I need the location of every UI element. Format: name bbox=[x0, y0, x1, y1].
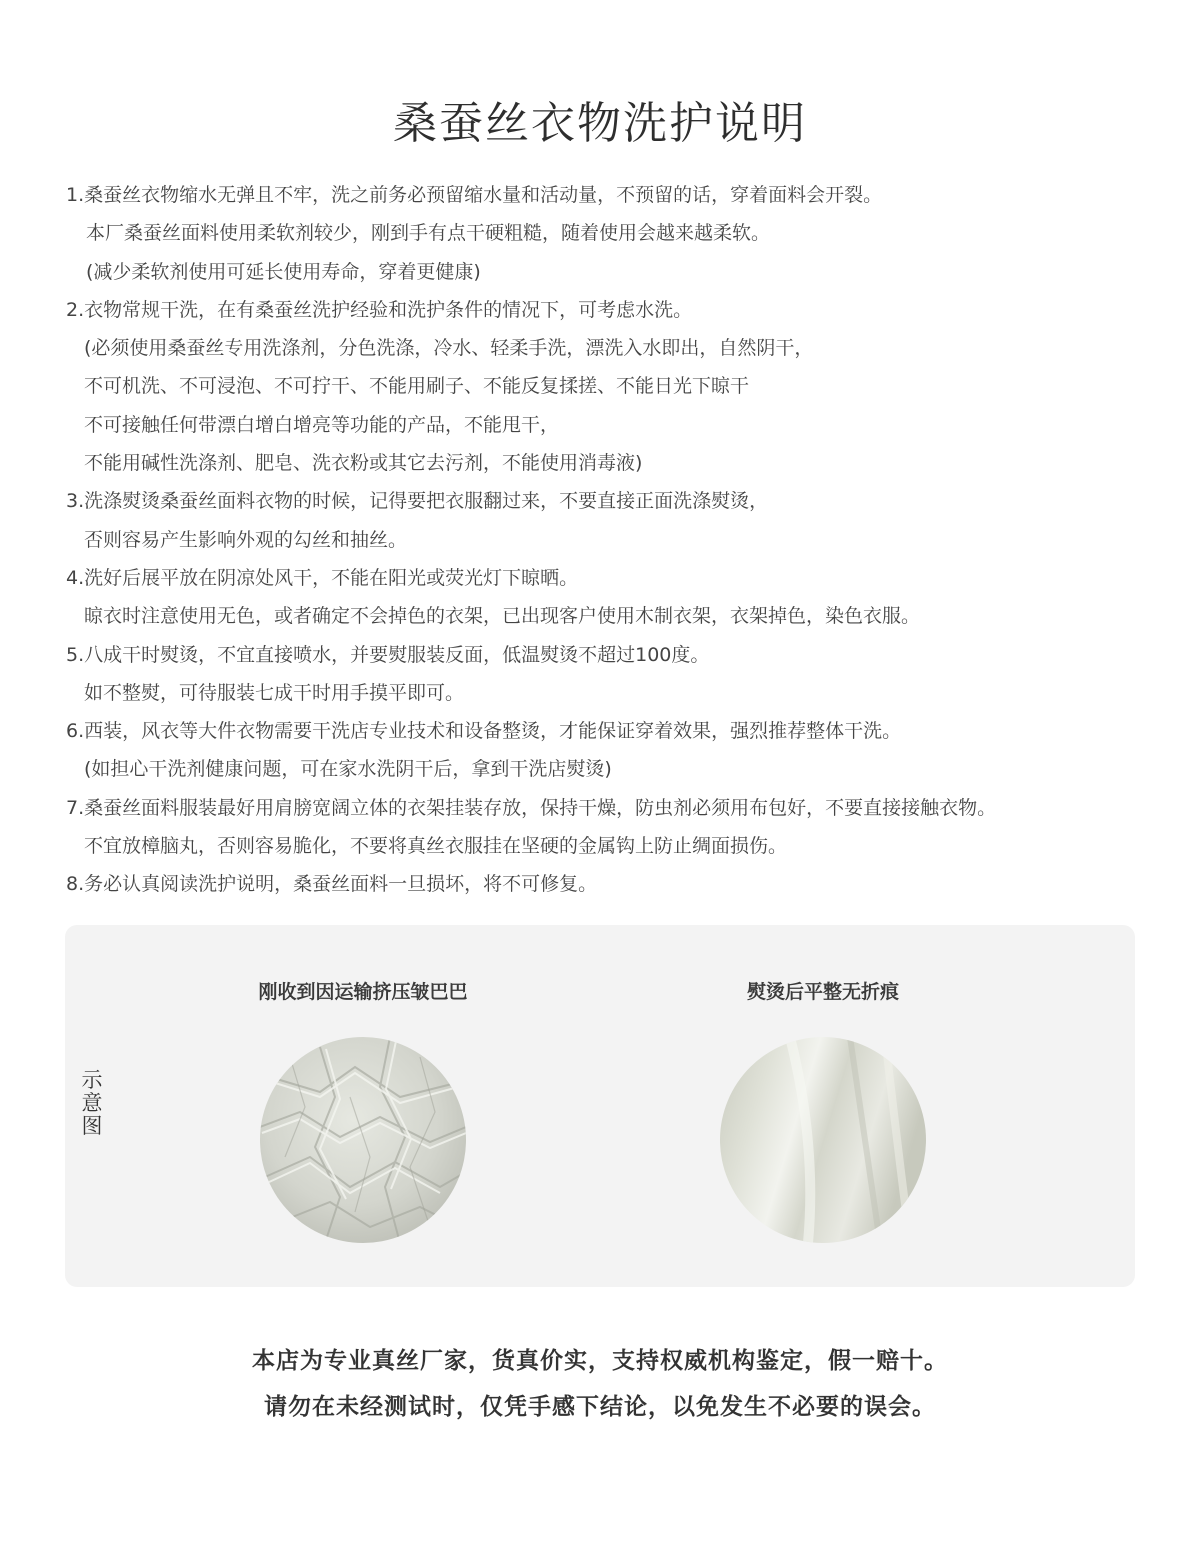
instruction-line: 如不整熨，可待服装七成干时用手摸平即可。 bbox=[84, 681, 465, 704]
instruction-line: 否则容易产生影响外观的勾丝和抽丝。 bbox=[84, 528, 408, 551]
instruction-line: 不宜放樟脑丸，否则容易脆化，不要将真丝衣服挂在坚硬的金属钩上防止绸面损伤。 bbox=[84, 835, 788, 858]
page-title: 桑蚕丝衣物洗护说明 bbox=[393, 98, 807, 150]
instruction-line: 本厂桑蚕丝面料使用柔软剂较少，刚到手有点干硬粗糙，随着使用会越来越柔软。 bbox=[86, 222, 771, 245]
after-caption: 熨烫后平整无折痕 bbox=[746, 981, 899, 1003]
instruction-line: 2.衣物常规干洗，在有桑蚕丝洗护经验和洗护条件的情况下，可考虑水洗。 bbox=[66, 298, 693, 321]
instruction-line: 不可机洗、不可浸泡、不可拧干、不能用刷子、不能反复揉搓、不能日光下晾干 bbox=[84, 375, 750, 398]
instruction-line: 不可接触任何带漂白增白增亮等功能的产品，不能甩干， bbox=[84, 413, 560, 436]
wrinkled-fabric-image bbox=[260, 1037, 466, 1243]
smooth-fabric-image bbox=[720, 1037, 926, 1243]
instruction-line: 晾衣时注意使用无色，或者确定不会掉色的衣架，已出现客户使用木制衣架，衣架掉色，染色衣服。 bbox=[84, 605, 921, 628]
instruction-line: 8.务必认真阅读洗护说明，桑蚕丝面料一旦损坏，将不可修复。 bbox=[66, 873, 598, 896]
instruction-line: (减少柔软剂使用可延长使用寿命，穿着更健康) bbox=[86, 260, 481, 283]
care-instructions bbox=[66, 176, 1146, 904]
instruction-line: (如担心干洗剂健康问题，可在家水洗阴干后，拿到干洗店熨烫) bbox=[84, 758, 612, 781]
instruction-line: 1.桑蚕丝衣物缩水无弹且不牢，洗之前务必预留缩水量和活动量，不预留的话，穿着面料会开裂。 bbox=[66, 184, 883, 206]
instruction-line: (必须使用桑蚕丝专用洗涤剂，分色洗涤，冷水、轻柔手洗，漂洗入水即出，自然阴干， bbox=[84, 337, 814, 360]
instruction-line: 不能用碱性洗涤剂、肥皂、洗衣粉或其它去污剂，不能使用消毒液) bbox=[84, 452, 643, 475]
footer-guarantee: 本店为专业真丝厂家，货真价实，支持权威机构鉴定，假一赔十。 bbox=[252, 1348, 948, 1374]
instruction-line: 7.桑蚕丝面料服装最好用肩膀宽阔立体的衣架挂装存放，保持干燥，防虫剂必须用布包好，不要直接接触衣物。 bbox=[66, 796, 997, 819]
demo-side-label: 示意图 bbox=[81, 1068, 103, 1138]
demo-panel bbox=[65, 925, 1135, 1287]
footer-warning: 请勿在未经测试时，仅凭手感下结论，以免发生不必要的误会。 bbox=[264, 1394, 936, 1420]
instruction-line: 3.洗涤熨烫桑蚕丝面料衣物的时候，记得要把衣服翻过来，不要直接正面洗涤熨烫， bbox=[66, 490, 769, 513]
before-caption: 刚收到因运输挤压皱巴巴 bbox=[258, 981, 468, 1003]
instruction-line: 5.八成干时熨烫，不宜直接喷水，并要熨服装反面，低温熨烫不超过100度。 bbox=[66, 643, 710, 666]
instruction-line: 4.洗好后展平放在阴凉处风干，不能在阳光或荧光灯下晾晒。 bbox=[66, 566, 579, 589]
instruction-line: 6.西装，风衣等大件衣物需要干洗店专业技术和设备整烫，才能保证穿着效果，强烈推荐整体干洗。 bbox=[66, 720, 902, 743]
